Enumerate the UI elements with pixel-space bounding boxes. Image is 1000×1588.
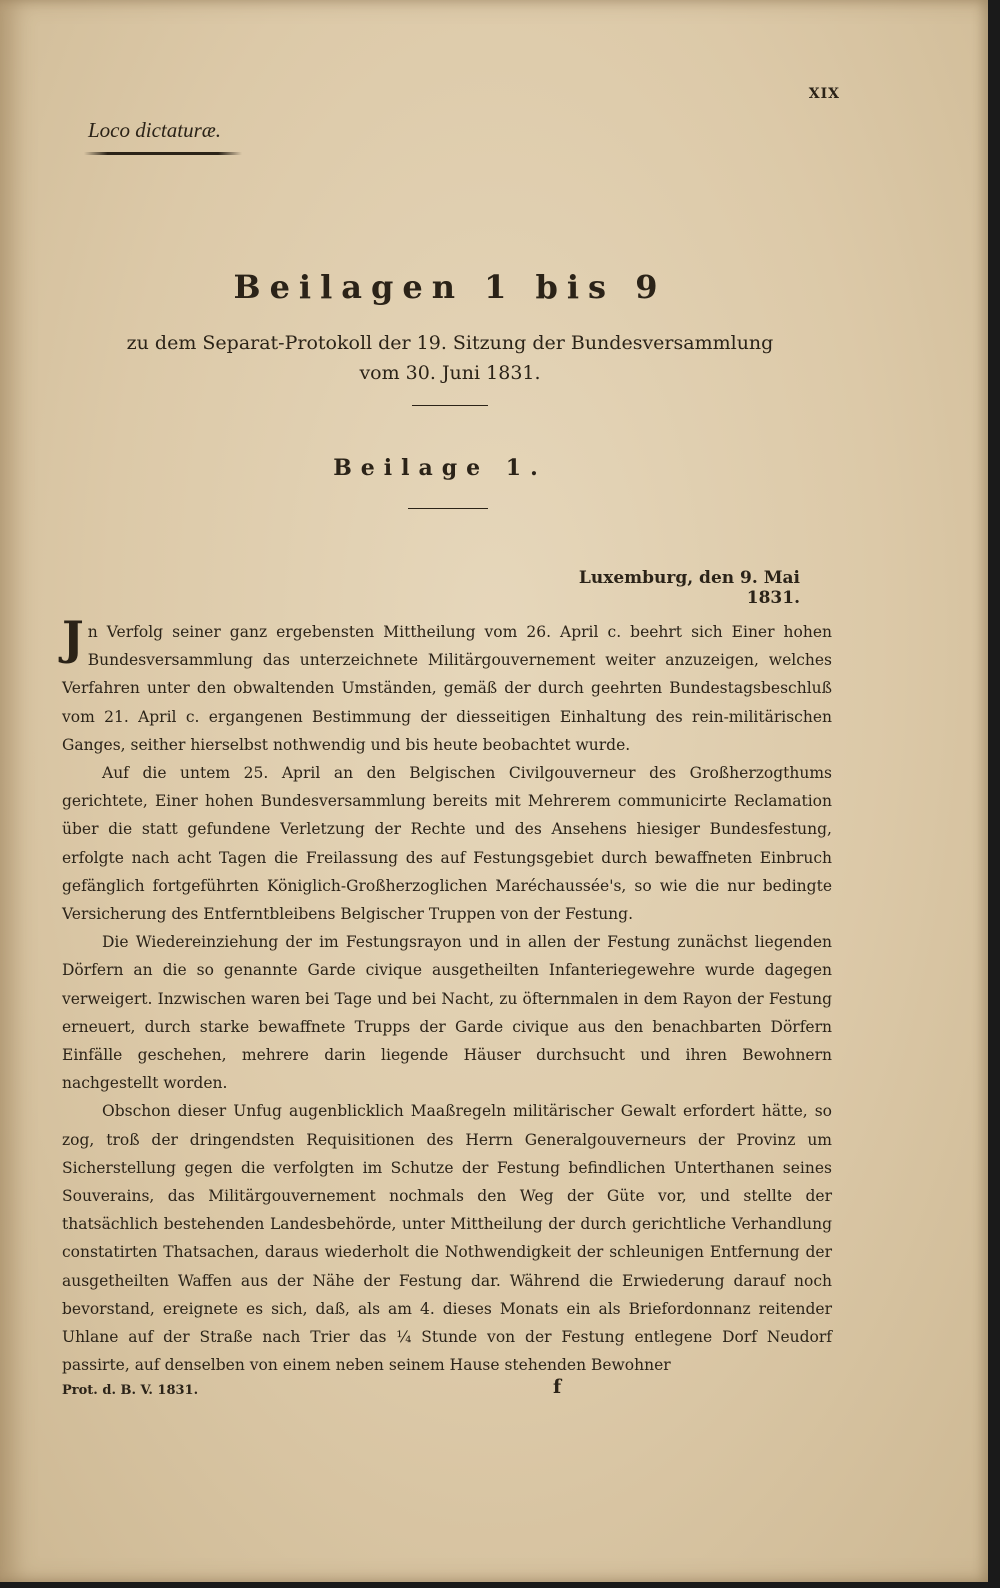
drop-cap: J xyxy=(62,611,84,665)
paragraph xyxy=(62,611,832,759)
signature-mark: f xyxy=(553,1376,562,1398)
stamp-underline xyxy=(84,152,242,155)
divider xyxy=(408,508,488,509)
paragraph: Auf die untem 25. April an den Belgischen Civilgouverneur des Großherzogthums gerichtete, Einer hohen Bundesversammlung bereits mit Mehrerem communicirte Reclamation über die statt gefundene Verletzung der Rechte und des Ansehens hiesiger Bundesfestung, erfolgte nach acht Tagen die Freilassung des auf Festungsgebiet durch bewaffneten Einbruch gefänglich fortgeführten Königlich-Großherzoglichen Maréchaussée's, so wie die nur bedingte Versicherung des Entferntbleibens Belgischer Truppen von der Festung. xyxy=(62,764,832,924)
dateline: Luxemburg, den 9. Mai 1831. xyxy=(578,568,800,608)
footer-reference: Prot. d. B. V. 1831. xyxy=(62,1383,199,1398)
subtitle-line-2: vom 30. Juni 1831. xyxy=(359,362,541,384)
handwritten-stamp: Loco dictaturæ. xyxy=(88,118,222,142)
paragraph: Obschon dieser Unfug augenblicklich Maaßregeln militärischer Gewalt erfordert hätte, so zog, troß der dringendsten Requisitionen des Herrn Generalgouverneurs der Provinz um Sicherstellung gegen die verfolgten im Schutze der Festung befindlichen Unterthanen seines Souverains, das Militärgouvernement nochmals den Weg der Güte vor, und stellte der thatsächlich bestehenden Landesbehörde, unter Mittheilung der durch gerichtliche Verhandlung constatirten Thatsachen, daraus wiederholt die Nothwendigkeit der schleunigen Entfernung der ausgetheilten Waffen aus der Nähe der Festung dar. Während die Erwiederung darauf noch bevorstand, ereignete es sich, daß, als am 4. dieses Monats ein als Briefordonnanz reitender Uhlane auf der Straße nach Trier das ¼ Stunde von der Festung entlegene Dorf Neudorf passirte, auf denselben von einem neben seinem Hause stehenden Bewohner xyxy=(62,1102,832,1375)
body-text xyxy=(62,611,832,1379)
paragraph: Die Wiedereinziehung der im Festungsrayon und in allen der Festung zunächst liegenden Dörfern an die so genannte Garde civique ausgetheilten Infanteriegewehre wurde dagegen verweigert. Inzwischen waren bei Tage und bei Nacht, zu öfternmalen in dem Rayon der Festung erneuert, durch starke bewaffnete Trupps der Garde civique aus den benachbarten Dörfern Einfälle geschehen, mehrere darin liegende Häuser durchsucht und ihren Bewohnern nachgestellt worden. xyxy=(62,933,832,1093)
section-heading: Beilage 1. xyxy=(333,455,547,481)
subtitle-line-1: zu dem Separat-Protokoll der 19. Sitzung der Bundesversammlung xyxy=(126,332,774,354)
paragraph-text: n Verfolg seiner ganz ergebensten Mittheilung vom 26. April c. beehrt sich Einer hohen Bundesversammlung das unterzeichnete Militärgouvernement weiter anzuzeigen, welches Verfahren unter den obwaltenden Umständen, gemäß der durch geehrten Bundestagsbeschluß vom 21. April c. ergangenen Bestimmung der diesseitigen Einhaltung des rein-militärischen Ganges, seither hierselbst nothwendig und bis heute beobachtet wurde. xyxy=(62,623,832,754)
subtitle xyxy=(0,328,900,388)
page-title: Beilagen 1 bis 9 xyxy=(233,268,667,306)
divider xyxy=(412,405,488,406)
page-number: XIX xyxy=(808,86,840,102)
